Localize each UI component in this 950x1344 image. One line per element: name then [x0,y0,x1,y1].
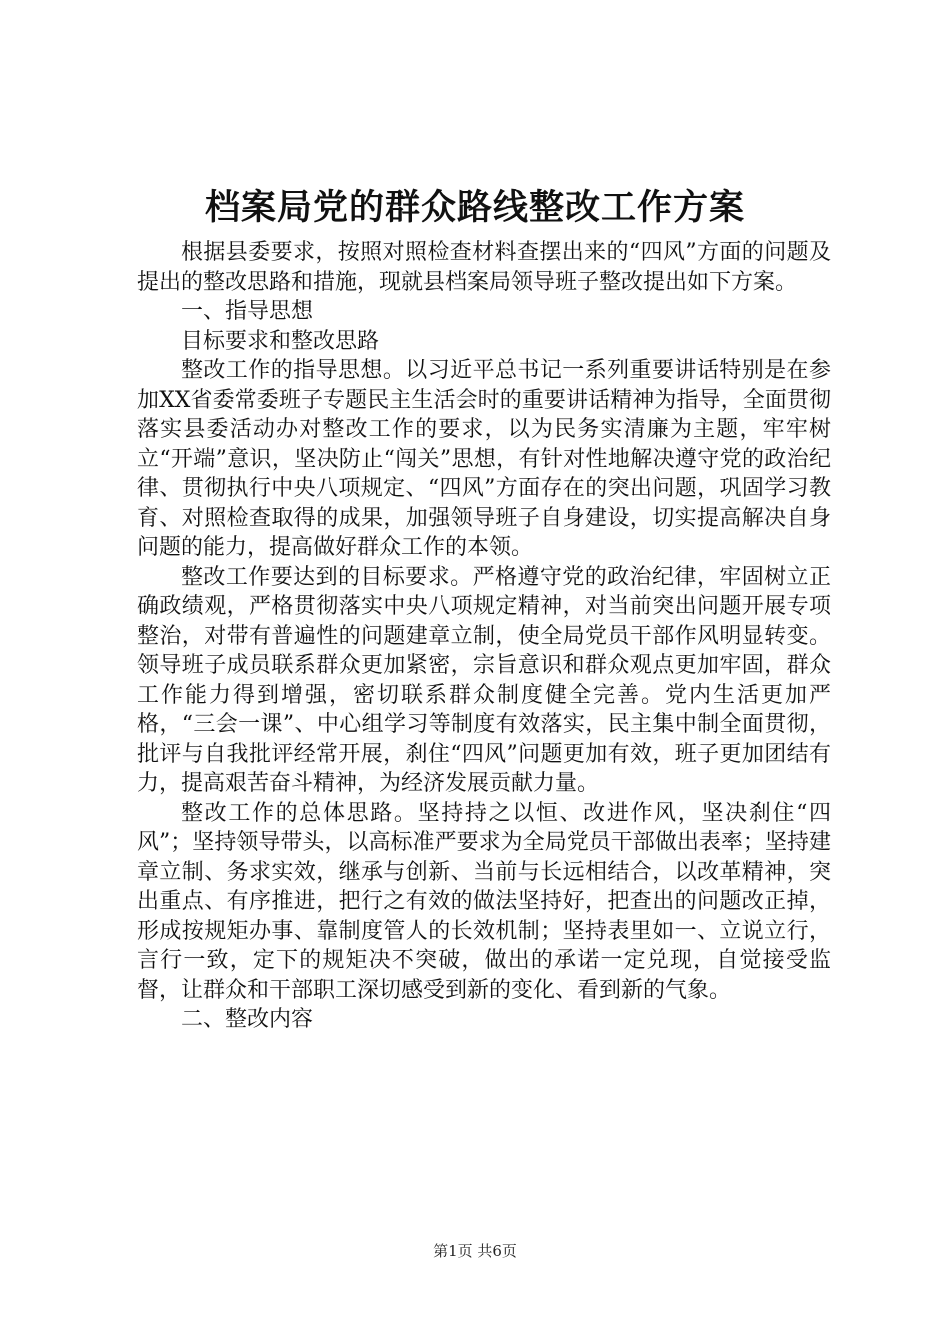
heading-guiding-ideology: 一、指导思想 [181,299,314,324]
document-body [137,238,831,1035]
paragraph-guiding-ideology: 整改工作的指导思想。以习近平总书记一系列重要讲话特别是在参加XX省委常委班子专题民主生活会时的重要讲话精神为指导，全面贯彻落实县委活动办对整改工作的要求，以为民务实清廉为主题，牢牢树立“开端”意识，坚决防止“闯关”思想，有针对性地解决遵守党的政治纪律、贯彻执行中央八项规定、“四风”方面存在的突出问题，巩固学习教育、对照检查取得的成果，加强领导班子自身建设，切实提高解决自身问题的能力，提高做好群众工作的本领。 [137,358,831,560]
paragraph-goal-requirements: 整改工作要达到的目标要求。严格遵守党的政治纪律，牢固树立正确政绩观，严格贯彻落实中央八项规定精神，对当前突出问题开展专项整治，对带有普遍性的问题建章立制，使全局党员干部作风明显转变。领导班子成员联系群众更加紧密，宗旨意识和群众观点更加牢固，群众工作能力得到增强，密切联系群众制度健全完善。党内生活更加严格，“三会一课”、中心组学习等制度有效落实，民主集中制全面贯彻，批评与自我批评经常开展，刹住“四风”问题更加有效，班子更加团结有力，提高艰苦奋斗精神，为经济发展贡献力量。 [137,564,831,796]
paragraph-intro: 根据县委要求，按照对照检查材料查摆出来的“四风”方面的问题及提出的整改思路和措施，现就县档案局领导班子整改提出如下方案。 [137,240,831,295]
heading-rectification-content: 二、整改内容 [181,1007,314,1032]
subheading-goals: 目标要求和整改思路 [181,328,380,354]
document-title: 档案局党的群众路线整改工作方案 [204,187,745,228]
page-footer: 第1页 共6页 [433,1242,517,1260]
paragraph-overall-approach: 整改工作的总体思路。坚持持之以恒、改进作风，坚决刹住“四风”；坚持领导带头，以高标准严要求为全局党员干部做出表率；坚持建章立制、务求实效，继承与创新、当前与长远相结合，以改革精神，突出重点、有序推进，把行之有效的做法坚持好，把查出的问题改正掉，形成按规矩办事、靠制度管人的长效机制；坚持表里如一、立说立行，言行一致，定下的规矩决不突破，做出的承诺一定兑现，自觉接受监督，让群众和干部职工深切感受到新的变化、看到新的气象。 [137,800,831,1003]
